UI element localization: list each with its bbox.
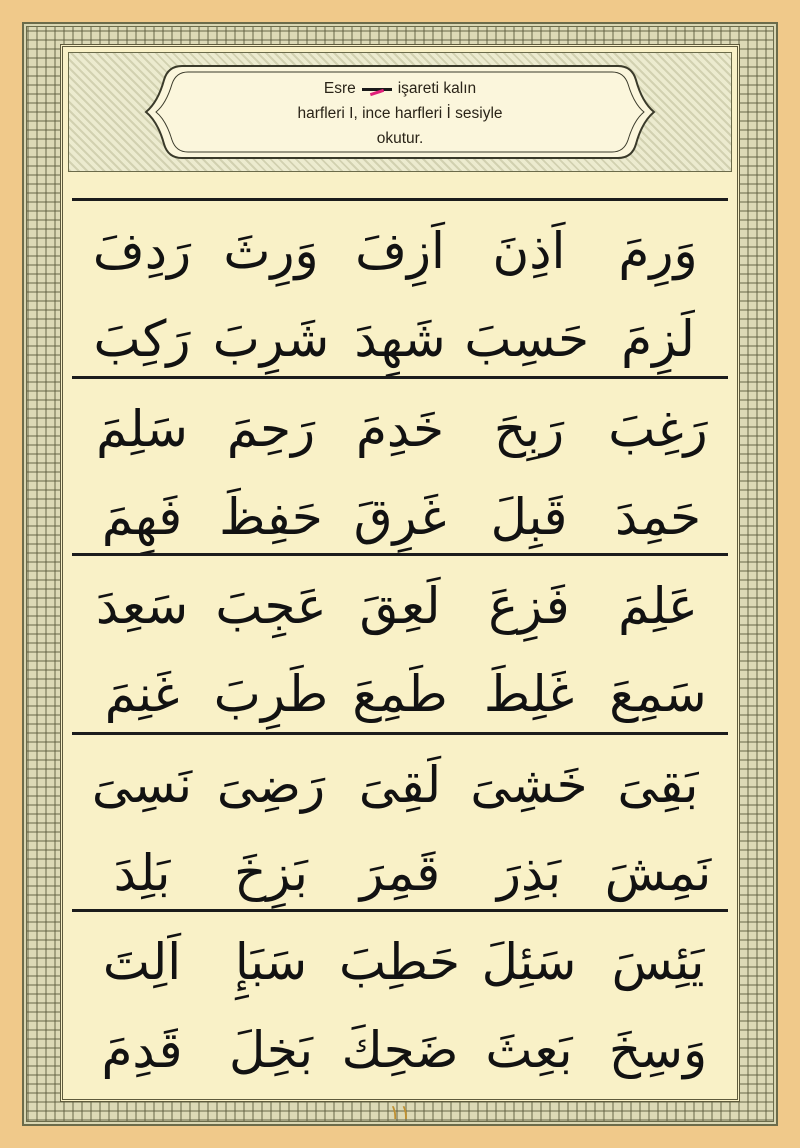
arabic-word: يَئِسَ (611, 933, 705, 991)
arabic-word: خَشِىَ (470, 756, 588, 814)
arabic-word: فَهِمَ (101, 488, 183, 546)
arabic-word: حَسِبَ (464, 310, 589, 368)
arabic-word: بَقِىَ (617, 756, 699, 814)
word-row (72, 744, 728, 826)
section-divider (72, 376, 728, 379)
arabic-word: لَزِمَ (621, 310, 695, 368)
arabic-word: شَهِدَ (354, 310, 446, 368)
arabic-word: بَذِرَ (496, 844, 562, 902)
arabic-word: رَحِمَ (226, 400, 316, 458)
section-divider (72, 198, 728, 201)
header-line-2: harfleri I, ince harfleri İ sesiyle (297, 105, 503, 122)
arabic-word: اَذِنَ (492, 222, 566, 280)
header-line-1-before: Esre (323, 80, 356, 97)
arabic-word: لَعِقَ (359, 577, 441, 635)
arabic-word: ضَحِكَ (341, 1021, 459, 1079)
arabic-word: وَسِخَ (608, 1021, 708, 1079)
arabic-word: عَلِمَ (618, 577, 698, 635)
word-row (72, 1009, 728, 1091)
arabic-word: سَلِمَ (96, 400, 188, 458)
kasra-mark-icon (362, 84, 392, 94)
word-row (72, 298, 728, 380)
section-divider (72, 732, 728, 735)
section-divider (72, 553, 728, 556)
arabic-word: وَرِمَ (618, 222, 698, 280)
arabic-word: اَزِفَ (355, 222, 445, 280)
arabic-word: نَمِشَ (604, 844, 712, 902)
arabic-word: فَزِعَ (488, 577, 570, 635)
header-line-3: okutur. (376, 130, 424, 147)
arabic-word: قَمِرَ (359, 844, 441, 902)
arabic-word: بَلِدَ (113, 844, 171, 902)
arabic-word: رَكِبَ (93, 310, 191, 368)
header-instruction-text (142, 76, 658, 151)
header-cartouche (142, 62, 658, 162)
arabic-word: شَرِبَ (212, 310, 330, 368)
arabic-word: رَدِفَ (92, 222, 192, 280)
arabic-word: قَبِلَ (490, 488, 568, 546)
word-row (72, 921, 728, 1003)
arabic-word: سَئِلَ (481, 933, 577, 991)
word-row (72, 565, 728, 647)
arabic-word: حَفِظَ (219, 488, 323, 546)
arabic-word: رَضِىَ (216, 756, 326, 814)
word-row (72, 388, 728, 470)
word-row (72, 210, 728, 292)
arabic-word: طَرِبَ (213, 665, 329, 723)
arabic-word: سَعِدَ (95, 577, 189, 635)
arabic-word: بَخِلَ (228, 1021, 314, 1079)
arabic-word: غَلِطَ (483, 665, 575, 723)
arabic-word: سَمِعَ (609, 665, 707, 723)
word-row (72, 653, 728, 735)
arabic-word: غَرِقَ (353, 488, 447, 546)
arabic-word: رَبِحَ (493, 400, 565, 458)
arabic-word: بَعِثَ (485, 1021, 573, 1079)
page-number: ١١ (389, 1100, 411, 1124)
arabic-word: خَدِمَ (355, 400, 445, 458)
arabic-word: لَقِىَ (358, 756, 442, 814)
arabic-word: عَجِبَ (215, 577, 327, 635)
arabic-word: نَسِىَ (91, 756, 193, 814)
word-row (72, 476, 728, 558)
arabic-word: بَزِخَ (234, 844, 308, 902)
arabic-word: وَرِثَ (223, 222, 319, 280)
arabic-word: حَطِبَ (338, 933, 460, 991)
arabic-word: حَمِدَ (614, 488, 702, 546)
header-line-1-after: işareti kalın (397, 80, 477, 97)
arabic-word: اَلِتَ (102, 933, 182, 991)
arabic-word: رَغِبَ (608, 400, 708, 458)
arabic-word: طَمِعَ (352, 665, 448, 723)
arabic-word: غَنِمَ (104, 665, 180, 723)
arabic-word: سَبَإِ (234, 933, 308, 991)
word-row (72, 832, 728, 914)
arabic-word: قَدِمَ (101, 1021, 183, 1079)
section-divider (72, 909, 728, 912)
header-line-1 (142, 76, 658, 101)
